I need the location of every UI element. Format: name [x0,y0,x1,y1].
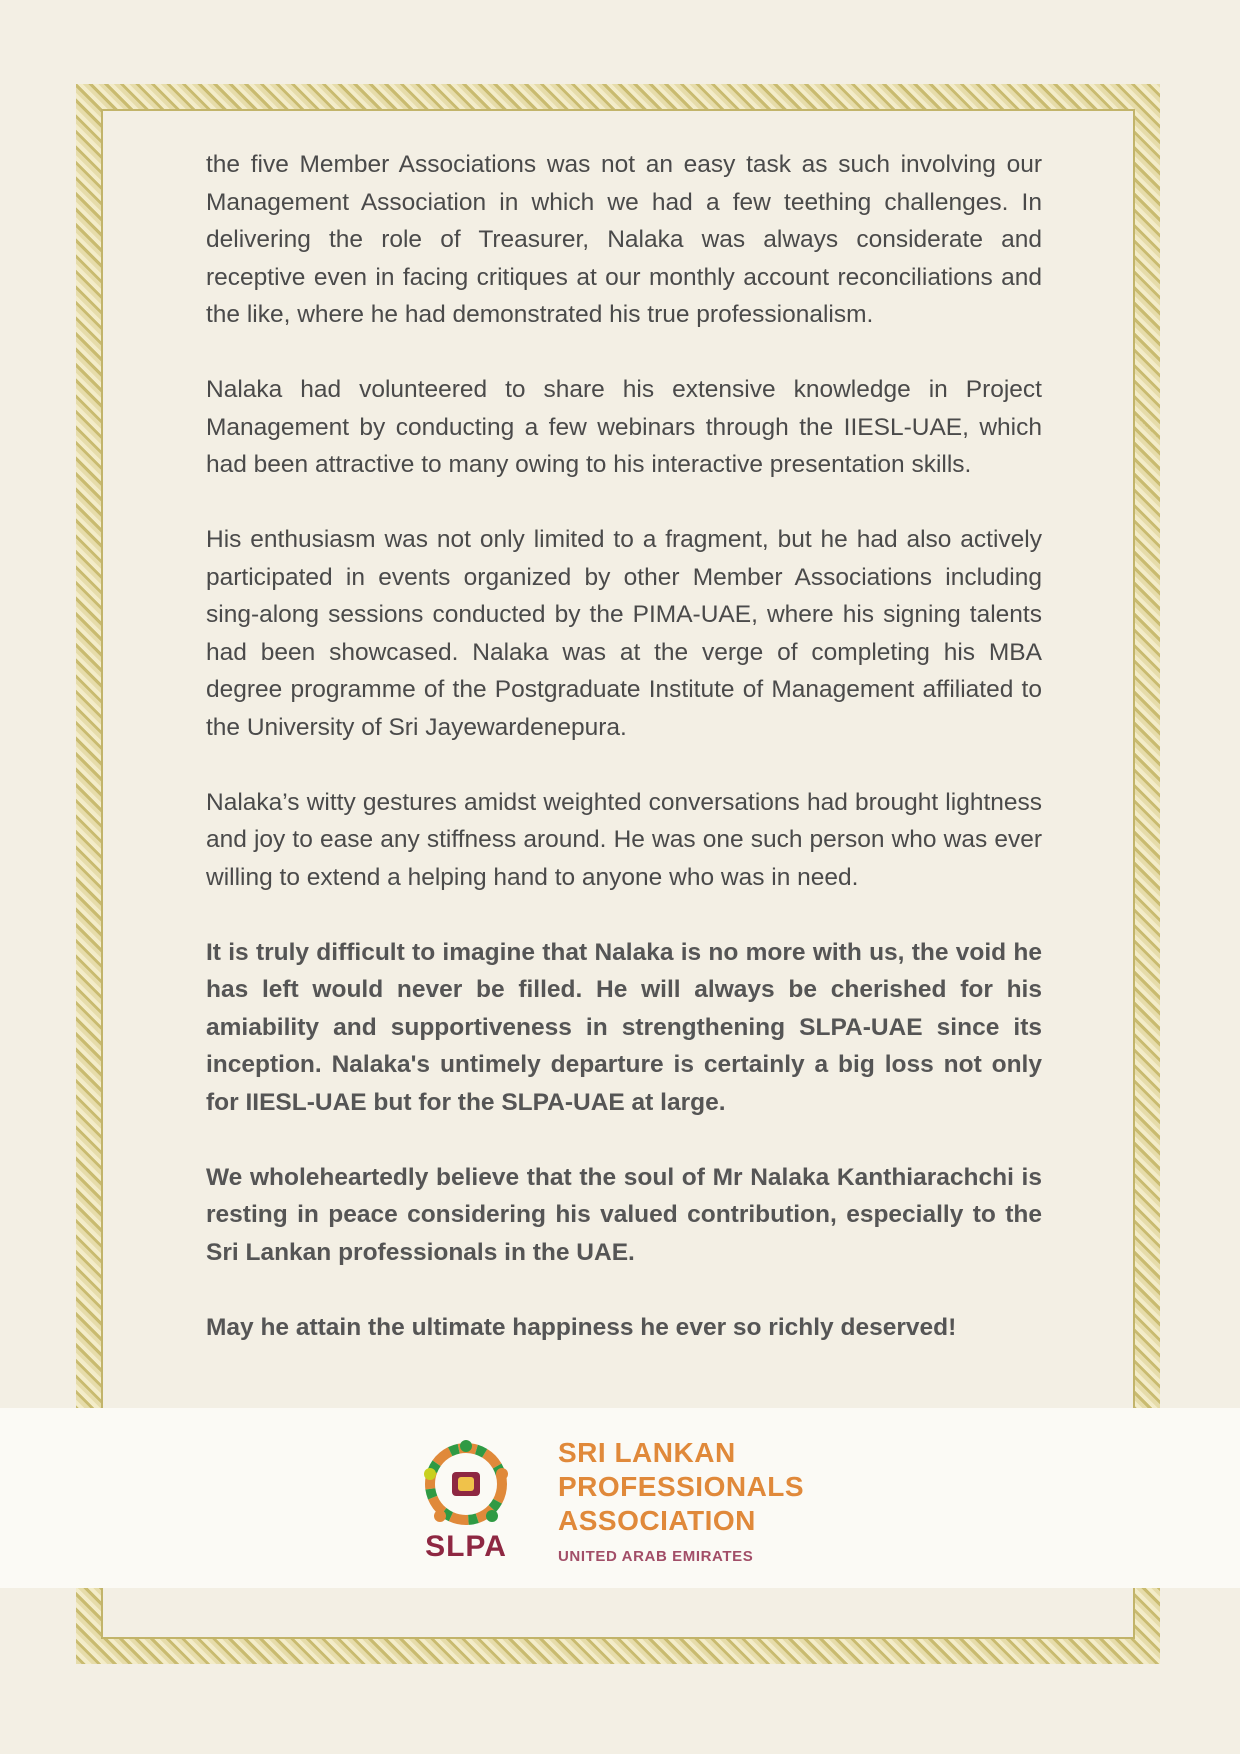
org-subtitle: UNITED ARAB EMIRATES [558,1548,754,1565]
paragraph-witty-gestures: Nalaka’s witty gestures amidst weighted conversations had brought lightness and joy to ease any stiffness around. He was one such person who was ever willing to extend a helping hand to anyone who was in need. [206,788,1042,891]
paragraph-closing: May he attain the ultimate happiness he ever so richly deserved! [206,1313,957,1341]
paragraph-webinars: Nalaka had volunteered to share his extensive knowledge in Project Management by conducting a few webinars through the IIESL-UAE, which had been attractive to many owing to his interactive presentation skills. [206,376,1042,478]
paragraph-void: It is truly difficult to imagine that Nalaka is no more with us, the void he has left would never be filled. He will always be cherished for his amiability and supportiveness in strengthening SLPA-UAE since its inception. Nalaka's untimely departure is certainly a big loss not only for IIESL-UAE but for the SLPA-UAE at large. [206,938,1042,1116]
organization-name [558,1436,858,1565]
org-line-2: PROFESSIONALS [558,1471,805,1502]
paragraph-enthusiasm: His enthusiasm was not only limited to a fragment, but he had also actively participated in events organized by other Member Associations including sing-along sessions conducted by the PIMA-UAE, where his signing talents had been showcased. Nalaka was at the verge of completing his MBA degree programme of the Postgraduate Institute of Management affiliated to the University of Sri Jayewardenepura. [206,526,1042,741]
slpa-logo-icon [412,1434,520,1564]
paragraph-rest-in-peace: We wholeheartedly believe that the soul of Mr Nalaka Kanthiarachchi is resting in peace considering his valued contribution, especially to the Sri Lankan professionals in the UAE. [206,1163,1042,1266]
org-line-1: SRI LANKAN [558,1437,736,1468]
letter-body [206,146,1042,1346]
logo-wordmark: SLPA [425,1530,507,1563]
paragraph-treasurer: the five Member Associations was not an easy task as such involving our Management Association in which we had a few teething challenges. In delivering the role of Treasurer, Nalaka was always considerate and receptive even in facing critiques at our monthly account reconciliations and the like, where he had demonstrated his true professionalism. [206,151,1042,328]
org-line-3: ASSOCIATION [558,1505,756,1536]
